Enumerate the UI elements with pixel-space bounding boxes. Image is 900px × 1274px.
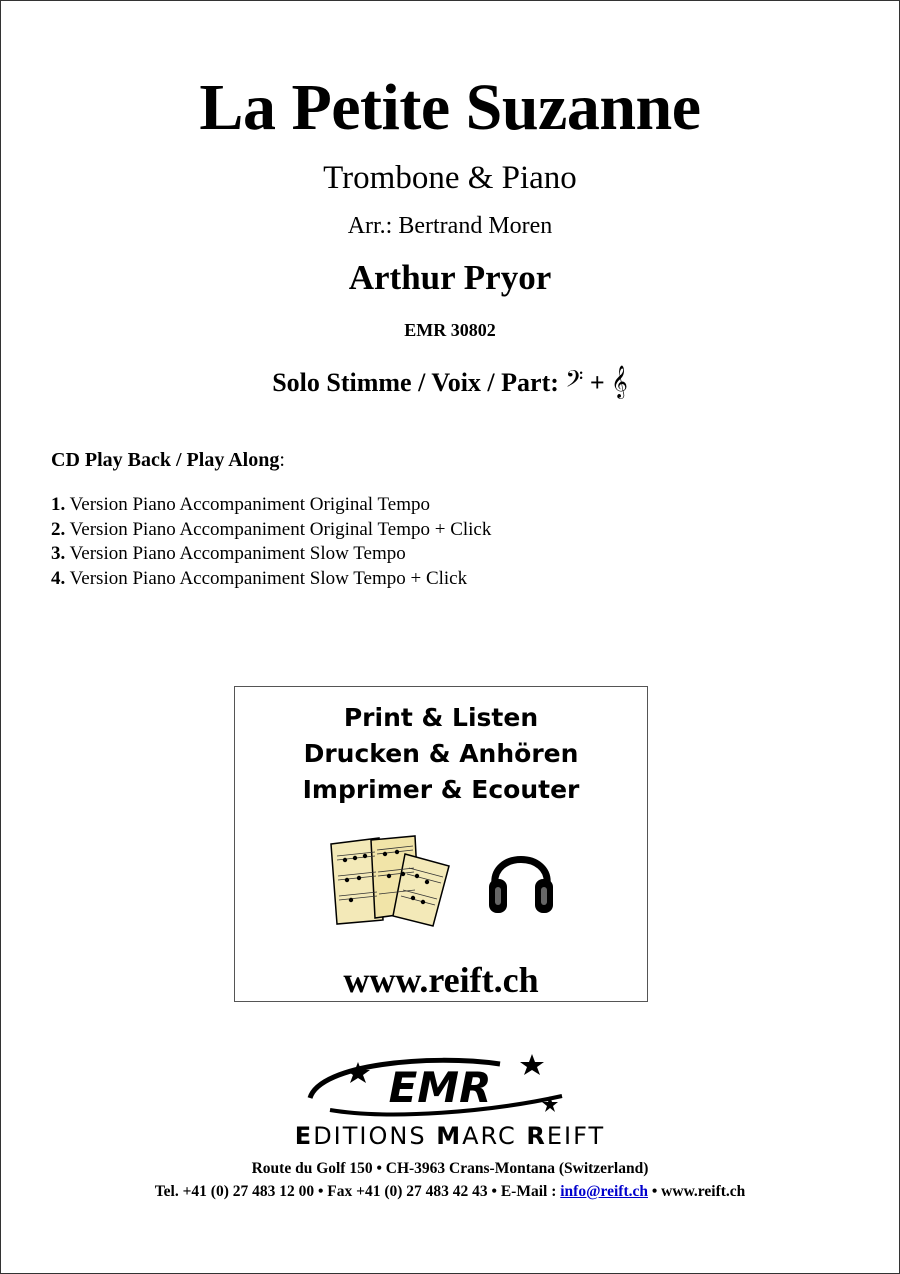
track-number: 4. xyxy=(51,567,66,589)
list-item xyxy=(51,518,491,543)
catalog-number: EMR 30802 xyxy=(404,320,496,340)
track-number: 3. xyxy=(51,543,66,564)
email-link[interactable]: info@reift.ch xyxy=(560,1183,648,1200)
publisher-name-part: R xyxy=(526,1122,547,1150)
contact-website: • www.reift.ch xyxy=(651,1183,746,1200)
list-item xyxy=(51,542,491,567)
publisher-name-part: ARC xyxy=(462,1122,527,1150)
cd-heading-colon: : xyxy=(279,449,285,471)
promo-url: www.reift.ch xyxy=(343,960,539,1000)
track-text: Version Piano Accompaniment Original Tempo xyxy=(69,494,430,515)
publisher-name-part: DITIONS xyxy=(313,1122,437,1150)
instrumentation: Trombone & Piano xyxy=(323,160,577,196)
list-item xyxy=(51,493,491,518)
contact-phone-fax: Tel. +41 (0) 27 483 12 00 • Fax +41 (0) 27 483 42 43 • E-Mail : xyxy=(154,1183,557,1200)
bass-clef-icon: 𝄢 xyxy=(565,365,584,398)
promo-line-de: Drucken & Anhören xyxy=(303,739,579,768)
publisher-name-part: M xyxy=(436,1122,463,1150)
publisher-name-part: EIFT xyxy=(546,1122,606,1150)
composer: Arthur Pryor xyxy=(348,258,552,297)
publisher-address: Route du Golf 150 • CH-3963 Crans-Montana (Switzerland) xyxy=(251,1160,649,1177)
page-title: La Petite Suzanne xyxy=(199,71,701,144)
track-number: 2. xyxy=(51,518,66,540)
part-line xyxy=(0,365,900,399)
plus-sign: + xyxy=(589,368,605,397)
emr-logo-text: EMR xyxy=(388,1063,492,1112)
promo-line-en: Print & Listen xyxy=(343,703,539,732)
track-text: Version Piano Accompaniment Slow Tempo xyxy=(69,543,406,564)
arranger: Arr.: Bertrand Moren xyxy=(347,213,553,239)
print-listen-box xyxy=(234,686,648,1002)
track-text: Version Piano Accompaniment Slow Tempo + Click xyxy=(69,567,468,589)
list-item xyxy=(51,567,491,592)
publisher-name xyxy=(0,1122,900,1150)
track-number: 1. xyxy=(51,494,66,515)
promo-line-fr: Imprimer & Ecouter xyxy=(302,775,580,804)
cd-heading xyxy=(51,449,285,472)
headphones-icon xyxy=(487,837,555,917)
cd-heading-label: CD Play Back / Play Along xyxy=(51,449,280,471)
sheet-music-icon xyxy=(327,832,451,927)
track-list xyxy=(51,493,491,591)
publisher-name-part: E xyxy=(294,1122,314,1150)
treble-clef-icon: 𝄞 xyxy=(611,365,628,398)
part-label: Solo Stimme / Voix / Part: xyxy=(272,368,559,397)
emr-logo xyxy=(300,1052,575,1124)
publisher-contact xyxy=(0,1183,900,1201)
track-text: Version Piano Accompaniment Original Tempo + Click xyxy=(69,518,492,540)
